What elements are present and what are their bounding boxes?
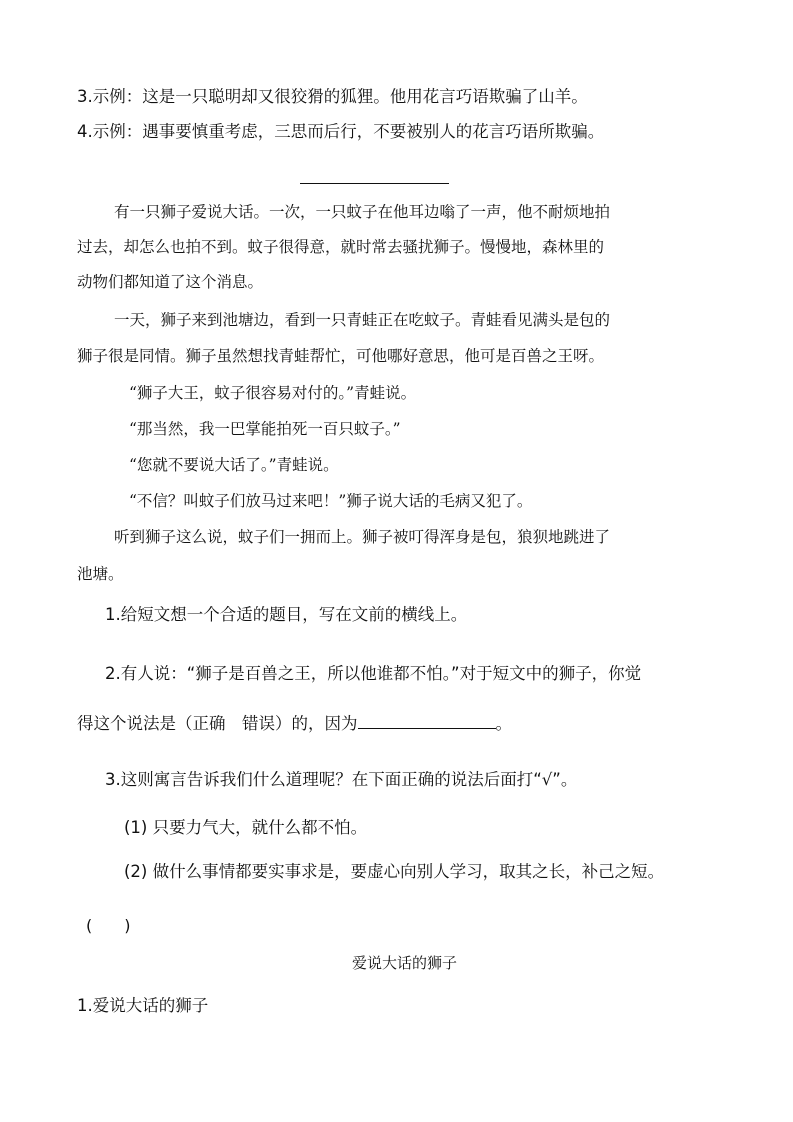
answer-1: 1.爱说大话的狮子: [77, 996, 209, 1015]
question-2-line-2: [77, 714, 512, 733]
question-2-line-1: 2.有人说：“狮子是百兽之王，所以他谁都不怕。”对于短文中的狮子，你觉: [105, 664, 642, 683]
story-dialogue-3: “您就不要说大话了。”青蛙说。: [129, 456, 339, 474]
title-blank-line: [300, 183, 449, 184]
story-dialogue-2: “那当然，我一巴掌能拍死一百只蚊子。”: [129, 420, 401, 438]
story-paragraph-1-line-2: 过去，却怎么也拍不到。蚊子很得意，就时常去骚扰狮子。慢慢地，森林里的: [77, 238, 605, 256]
question-3-option-1: (1) 只要力气大，就什么都不怕。: [124, 818, 368, 837]
story-paragraph-2-line-1: 一天，狮子来到池塘边，看到一只青蛙正在吃蚊子。青蛙看见满头是包的: [114, 311, 611, 329]
answer-3: 3.示例：这是一只聪明却又很狡猾的狐狸。他用花言巧语欺骗了山羊。: [77, 87, 588, 106]
answer-parentheses[interactable]: ( ): [86, 916, 131, 935]
story-dialogue-4: “不信？叫蚊子们放马过来吧！”狮子说大话的毛病又犯了。: [129, 492, 533, 510]
question-1: 1.给短文想一个合适的题目，写在文前的横线上。: [105, 605, 468, 624]
story-paragraph-3-line-1: 听到狮子这么说，蚊子们一拥而上。狮子被叮得浑身是包，狼狈地跳进了: [114, 528, 611, 546]
story-paragraph-2-line-2: 狮子很是同情。狮子虽然想找青蛙帮忙，可他哪好意思，他可是百兽之王呀。: [77, 347, 605, 365]
story-paragraph-1-line-1: 有一只狮子爱说大话。一次，一只蚊子在他耳边嗡了一声，他不耐烦地拍: [114, 203, 611, 221]
story-paragraph-3-line-2: 池塘。: [77, 565, 124, 583]
question-2-end: 。: [495, 714, 512, 733]
question-2-text: 得这个说法是（正确 错误）的，因为: [77, 714, 358, 733]
question-3-option-2: (2) 做什么事情都要实事求是，要虚心向别人学习，取其之长，补己之短。: [124, 862, 665, 881]
answer-4: 4.示例：遇事要慎重考虑，三思而后行，不要被别人的花言巧语所欺骗。: [77, 122, 605, 141]
answer-blank[interactable]: [358, 714, 496, 729]
story-paragraph-1-line-3: 动物们都知道了这个消息。: [77, 273, 264, 291]
question-3: 3.这则寓言告诉我们什么道理呢？在下面正确的说法后面打“√”。: [105, 770, 578, 789]
answer-title: 爱说大话的狮子: [352, 954, 458, 972]
story-dialogue-1: “狮子大王，蚊子很容易对付的。”青蛙说。: [129, 384, 417, 402]
